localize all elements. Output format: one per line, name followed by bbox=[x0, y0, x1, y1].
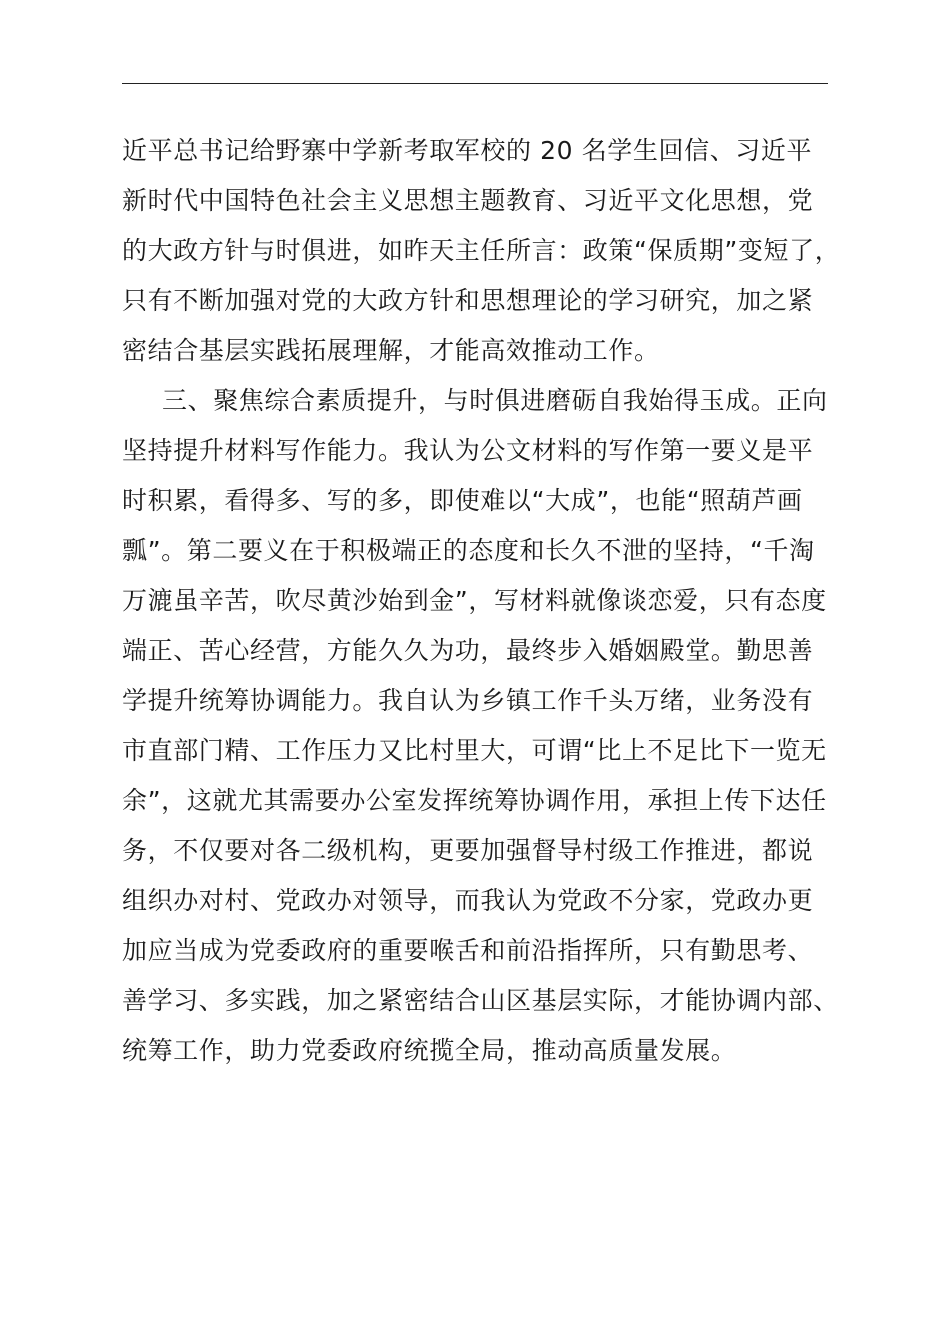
section-three-heading-line: 三、聚焦综合素质提升，与时俱进磨砺自我始得玉成。正向 bbox=[162, 386, 828, 415]
text-line: 加应当成为党委政府的重要喉舌和前沿指挥所，只有勤思考、 bbox=[122, 936, 814, 965]
text-line: 万漉虽辛苦，吹尽黄沙始到金”，写材料就像谈恋爱，只有态度 bbox=[122, 586, 827, 615]
text-line: 坚持提升材料写作能力。我认为公文材料的写作第一要义是平 bbox=[122, 436, 814, 465]
text-line: 统筹工作，助力党委政府统揽全局，推动高质量发展。 bbox=[122, 1036, 737, 1065]
body-text bbox=[122, 126, 841, 1076]
text-line: 近平总书记给野寨中学新考取军校的 20 名学生回信、习近平 bbox=[122, 136, 813, 165]
text-line: 善学习、多实践，加之紧密结合山区基层实际，才能协调内部、 bbox=[122, 986, 839, 1015]
text-line: 的大政方针与时俱进，如昨天主任所言：政策“保质期”变短了， bbox=[122, 236, 841, 265]
text-line: 瓢”。第二要义在于积极端正的态度和长久不泄的坚持，“千淘 bbox=[122, 536, 815, 565]
text-line: 余”，这就尤其需要办公室发挥统筹协调作用，承担上传下达任 bbox=[122, 786, 827, 815]
text-line: 学提升统筹协调能力。我自认为乡镇工作千头万绪，业务没有 bbox=[122, 686, 814, 715]
text-line: 密结合基层实践拓展理解，才能高效推动工作。 bbox=[122, 336, 660, 365]
text-line: 端正、苦心经营，方能久久为功，最终步入婚姻殿堂。勤思善 bbox=[122, 636, 814, 665]
text-line: 时积累，看得多、写的多，即使难以“大成”，也能“照葫芦画 bbox=[122, 486, 803, 515]
text-line: 组织办对村、党政办对领导，而我认为党政不分家，党政办更 bbox=[122, 886, 814, 915]
text-line: 务，不仅要对各二级机构，更要加强督导村级工作推进，都说 bbox=[122, 836, 814, 865]
text-line: 只有不断加强对党的大政方针和思想理论的学习研究，加之紧 bbox=[122, 286, 814, 315]
header-rule bbox=[122, 83, 828, 84]
text-line: 新时代中国特色社会主义思想主题教育、习近平文化思想，党 bbox=[122, 186, 814, 215]
text-line: 市直部门精、工作压力又比村里大，可谓“比上不足比下一览无 bbox=[122, 736, 827, 765]
